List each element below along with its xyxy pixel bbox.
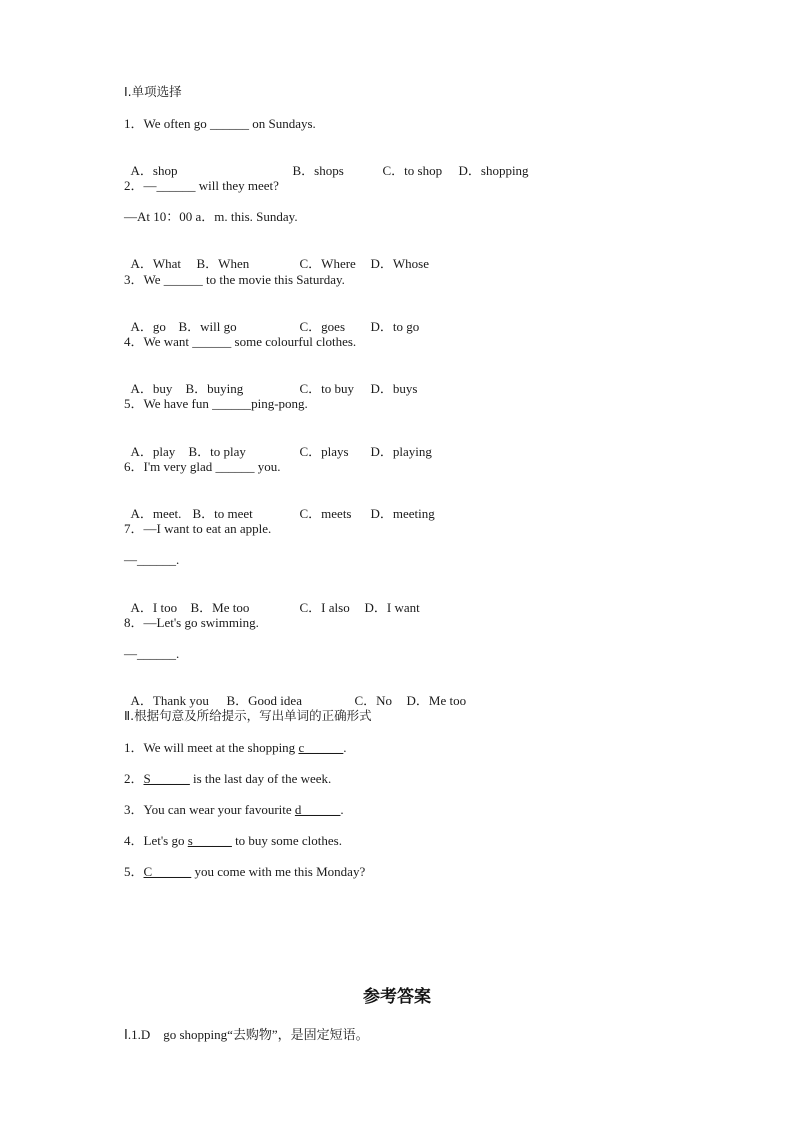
option-a: A．meet.: [130, 506, 182, 521]
option-b: B．to meet: [192, 506, 253, 521]
option-a: A．play: [130, 444, 176, 459]
item-text: Let's go: [143, 833, 188, 848]
option-d: D．shopping: [458, 163, 529, 178]
item-number: 4．: [124, 833, 144, 848]
options-8: [124, 677, 466, 709]
option-a: A．shop: [130, 163, 178, 178]
options-3: [124, 303, 419, 335]
fill-item-2: [124, 771, 331, 787]
option-d: D．I want: [364, 600, 420, 615]
option-b: B．When: [196, 256, 250, 271]
option-c: C．goes: [299, 319, 346, 334]
question-4: 4．We want ______ some colourful clothes.: [124, 334, 357, 349]
item-text: you come with me this Monday?: [191, 864, 366, 879]
option-c: C．No: [354, 693, 393, 708]
options-7: [124, 584, 420, 616]
option-a: A．buy: [130, 381, 173, 396]
hint-blank: C______: [143, 864, 192, 879]
option-a: A．What: [130, 256, 182, 271]
option-d: D．playing: [370, 444, 432, 459]
item-number: 5．: [124, 864, 144, 879]
option-b: B．shops: [292, 163, 344, 178]
question-8-reply: —______.: [124, 646, 180, 661]
option-c: C．plays: [299, 444, 349, 459]
item-number: 2．: [124, 771, 144, 786]
question-2: 2．—______ will they meet?: [124, 178, 279, 193]
item-text: We will meet at the shopping: [143, 740, 299, 755]
question-6: 6．I'm very glad ______ you.: [124, 459, 281, 474]
answer-line-1: Ⅰ.1.D go shopping“去购物”，是固定短语。: [124, 1027, 369, 1042]
options-5: [124, 428, 432, 460]
options-1: [124, 147, 529, 179]
fill-item-3: [124, 802, 344, 818]
section2-heading: Ⅱ.根据句意及所给提示，写出单词的正确形式: [124, 708, 372, 723]
item-text: to buy some clothes.: [231, 833, 342, 848]
options-4: [124, 365, 417, 397]
option-b: B．to play: [188, 444, 246, 459]
question-3: 3．We ______ to the movie this Saturday.: [124, 272, 345, 287]
fill-item-4: [124, 833, 342, 849]
option-d: D．buys: [370, 381, 418, 396]
option-b: B．will go: [178, 319, 237, 334]
item-number: 3．: [124, 802, 144, 817]
option-c: C．to buy: [299, 381, 355, 396]
item-text: .: [343, 740, 347, 755]
item-number: 1．: [124, 740, 144, 755]
option-b: B．Me too: [190, 600, 250, 615]
option-a: A．go: [130, 319, 166, 334]
option-c: C．Where: [299, 256, 356, 271]
fill-item-1: [124, 740, 346, 756]
option-c: C．meets: [299, 506, 352, 521]
hint-blank: s______: [187, 833, 232, 848]
option-d: D．meeting: [370, 506, 435, 521]
option-d: D．Me too: [406, 693, 467, 708]
option-b: B．buying: [185, 381, 244, 396]
section1-heading: Ⅰ.单项选择: [124, 84, 182, 99]
question-7-reply: —______.: [124, 552, 180, 567]
question-7: 7．—I want to eat an apple.: [124, 521, 272, 536]
fill-item-5: [124, 864, 365, 880]
option-a: A．I too: [130, 600, 178, 615]
options-2: [124, 240, 429, 272]
hint-blank: S______: [143, 771, 190, 786]
item-text: .: [340, 802, 344, 817]
option-c: C．I also: [299, 600, 350, 615]
answers-title: 参考答案: [363, 987, 431, 1007]
option-a: A．Thank you: [130, 693, 209, 708]
options-6: [124, 490, 435, 522]
question-1: 1．We often go ______ on Sundays.: [124, 116, 316, 131]
item-text: is the last day of the week.: [189, 771, 332, 786]
hint-blank: c______: [298, 740, 344, 755]
option-d: D．to go: [370, 319, 420, 334]
question-2-reply: —At 10：00 a．m. this. Sunday.: [124, 209, 298, 224]
option-c: C．to shop: [382, 163, 443, 178]
option-b: B．Good idea: [226, 693, 302, 708]
item-text: You can wear your favourite: [143, 802, 295, 817]
option-d: D．Whose: [370, 256, 429, 271]
question-8: 8．—Let's go swimming.: [124, 615, 259, 630]
question-5: 5．We have fun ______ping-pong.: [124, 396, 308, 411]
hint-blank: d______: [294, 802, 341, 817]
